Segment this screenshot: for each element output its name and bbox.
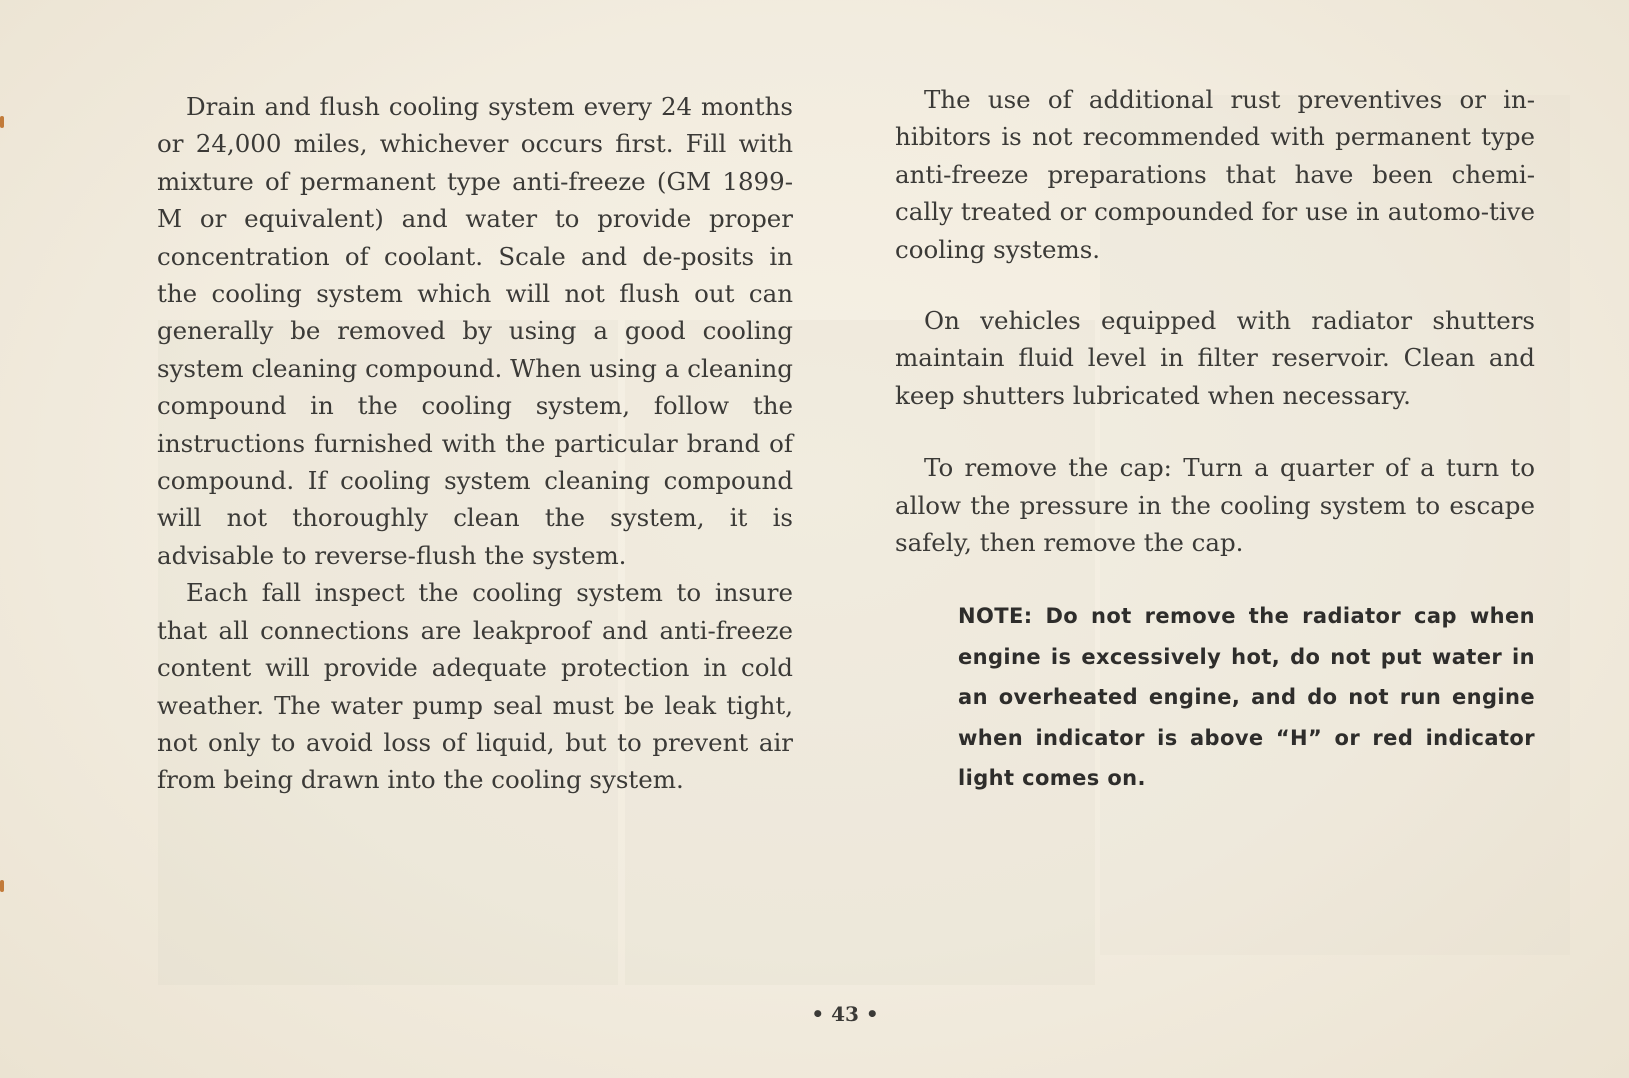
paragraph-drain-and-flush: Drain and flush cooling system every 24 months or 24,000 miles, whichever occurs first. Fill with mixture of permanent type anti-freeze (GM 1899-M or equivalent) and water to provide proper concentration of coolant. Scale and de-posits in the cooling system which will not flush out can generally be removed by using a good cooling system cleaning compound. When using a cleaning compound in the cooling system, follow the instructions furnished with the particular brand of compound. If cooling system cleaning compound will not thoroughly clean the system, it is advisable to reverse-flush the system. xyxy=(157,92,793,570)
right-column xyxy=(895,81,1535,561)
page-number: • 43 • xyxy=(811,1002,879,1026)
page-edge-mark xyxy=(0,880,4,892)
paragraph-remove-cap: To remove the cap: Turn a quarter of a turn to allow the pressure in the cooling system to escape safely, then remove the cap. xyxy=(895,453,1535,558)
paragraph-rust-preventives: The use of additional rust preventives or in-hibitors is not recommended with permanent type anti-freeze preparations that have been chemi-cally treated or compounded for use in automo-tive cooling systems. xyxy=(895,85,1535,264)
left-column xyxy=(157,88,793,799)
caution-note: NOTE: Do not remove the radiator cap when engine is excessively hot, do not put water in an overheated engine, and do not run engine when indicator is above “H” or red indicator light comes on. xyxy=(958,604,1535,790)
paragraph-fall-inspection: Each fall inspect the cooling system to insure that all connections are leakproof and anti-freeze content will provide adequate protection in cold weather. The water pump seal must be leak tight, not only to avoid loss of liquid, but to prevent air from being drawn into the cooling system. xyxy=(157,578,793,795)
paragraph-radiator-shutters: On vehicles equipped with radiator shutters maintain fluid level in filter reservoir. Clean and keep shutters lubricated when necessary. xyxy=(895,306,1535,410)
page-edge-mark xyxy=(0,116,4,128)
